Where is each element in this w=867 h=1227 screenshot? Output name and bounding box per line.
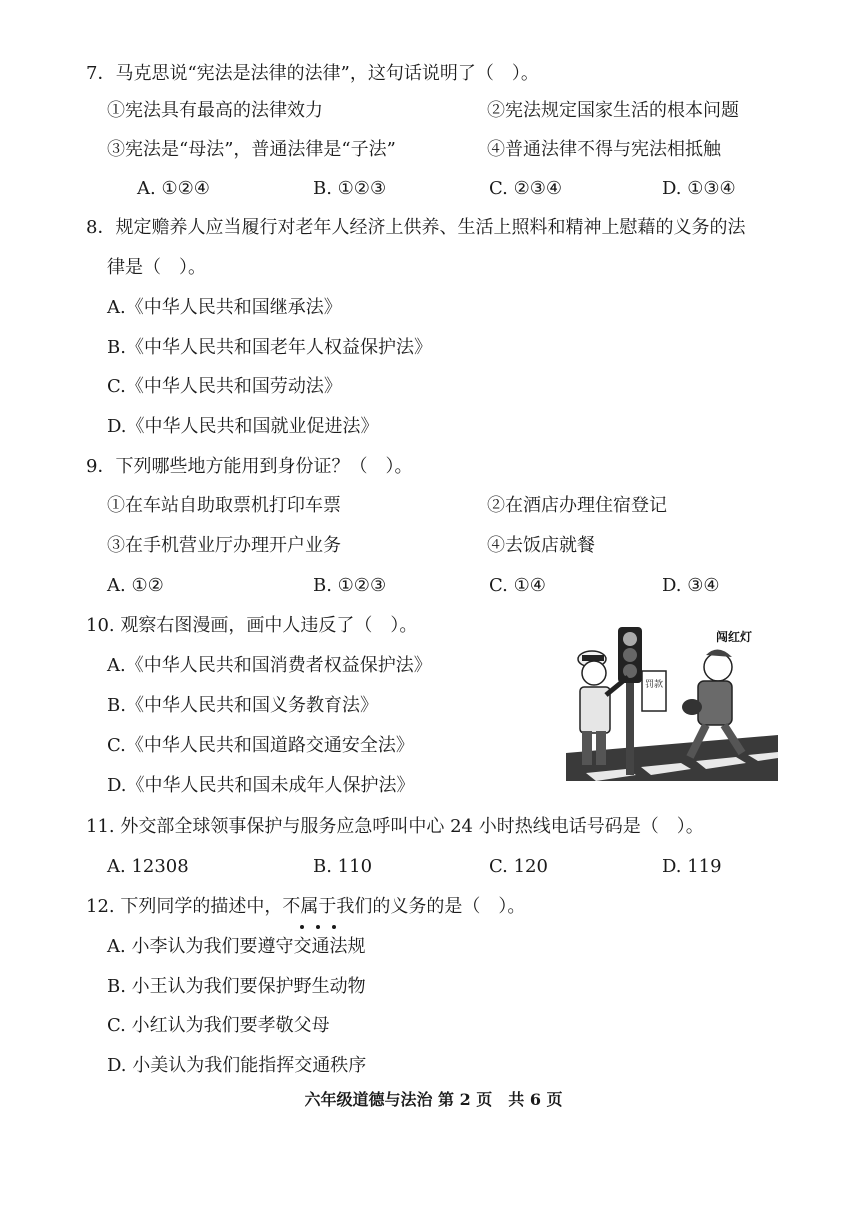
q9-item-1: ①在车站自助取票机打印车票 — [107, 495, 341, 516]
red-light-cartoon — [566, 625, 778, 781]
q7-item-1: ①宪法具有最高的法律效力 — [107, 100, 323, 121]
q12-option-d: D. 小美认为我们能指挥交通秩序 — [107, 1055, 367, 1076]
q7-option-c: C. ②③④ — [489, 178, 562, 199]
q12-option-b: B. 小王认为我们要保护野生动物 — [107, 976, 366, 997]
q9-option-b: B. ①②③ — [313, 575, 387, 596]
q11-option-c: C. 120 — [489, 856, 548, 877]
q8-option-b: B.《中华人民共和国老年人权益保护法》 — [107, 337, 432, 358]
q8-option-d: D.《中华人民共和国就业促进法》 — [107, 416, 379, 437]
q10-option-b: B.《中华人民共和国义务教育法》 — [107, 695, 378, 716]
q7-stem: 7．马克思说“宪法是法律的法律”，这句话说明了（ ）。 — [86, 63, 539, 84]
q9-item-3: ③在手机营业厅办理开户业务 — [107, 535, 341, 556]
q9-stem: 9．下列哪些地方能用到身份证？（ ）。 — [86, 456, 413, 477]
q7-option-a: A. ①②④ — [137, 178, 210, 199]
q8-stem-line1: 8．规定赡养人应当履行对老年人经济上供养、生活上照料和精神上慰藉的义务的法 — [86, 217, 746, 238]
q12-option-a: A. 小李认为我们要遵守交通法规 — [107, 936, 366, 957]
q9-option-d: D. ③④ — [662, 575, 720, 596]
q10-stem: 10. 观察右图漫画，画中人违反了（ ）。 — [86, 615, 418, 636]
fine-sign-text: 罚款 — [644, 680, 664, 690]
q7-option-d: D. ①③④ — [662, 178, 736, 199]
q12-stem: 12. 下列同学的描述中，不属于我们的义务的是（ ）。 — [86, 896, 526, 917]
q7-item-2: ②宪法规定国家生活的根本问题 — [487, 100, 739, 121]
q11-stem: 11. 外交部全球领事保护与服务应急呼叫中心 24 小时热线电话号码是（ ）。 — [86, 816, 704, 837]
q12-option-c: C. 小红认为我们要孝敬父母 — [107, 1015, 330, 1036]
q7-item-4: ④普通法律不得与宪法相抵触 — [487, 139, 721, 160]
q8-option-a: A.《中华人民共和国继承法》 — [107, 297, 342, 318]
q8-stem-line2: 律是（ ）。 — [107, 257, 206, 278]
q10-option-d: D.《中华人民共和国未成年人保护法》 — [107, 775, 415, 796]
q9-item-4: ④去饭店就餐 — [487, 535, 595, 556]
page-footer: 六年级道德与法治 第 2 页 共 6 页 — [304, 1090, 563, 1109]
q9-option-a: A. ①② — [107, 575, 164, 596]
cartoon-caption: 闯红灯 — [715, 630, 753, 644]
q7-item-3: ③宪法是“母法”，普通法律是“子法” — [107, 139, 396, 160]
q11-option-d: D. 119 — [662, 856, 722, 877]
q10-option-c: C.《中华人民共和国道路交通安全法》 — [107, 735, 414, 756]
q9-item-2: ②在酒店办理住宿登记 — [487, 495, 667, 516]
q9-option-c: C. ①④ — [489, 575, 546, 596]
emphasis-dots — [300, 913, 360, 923]
q11-option-a: A. 12308 — [107, 856, 189, 877]
q11-option-b: B. 110 — [313, 856, 373, 877]
q7-option-b: B. ①②③ — [313, 178, 387, 199]
q8-option-c: C.《中华人民共和国劳动法》 — [107, 376, 342, 397]
q10-option-a: A.《中华人民共和国消费者权益保护法》 — [107, 655, 432, 676]
